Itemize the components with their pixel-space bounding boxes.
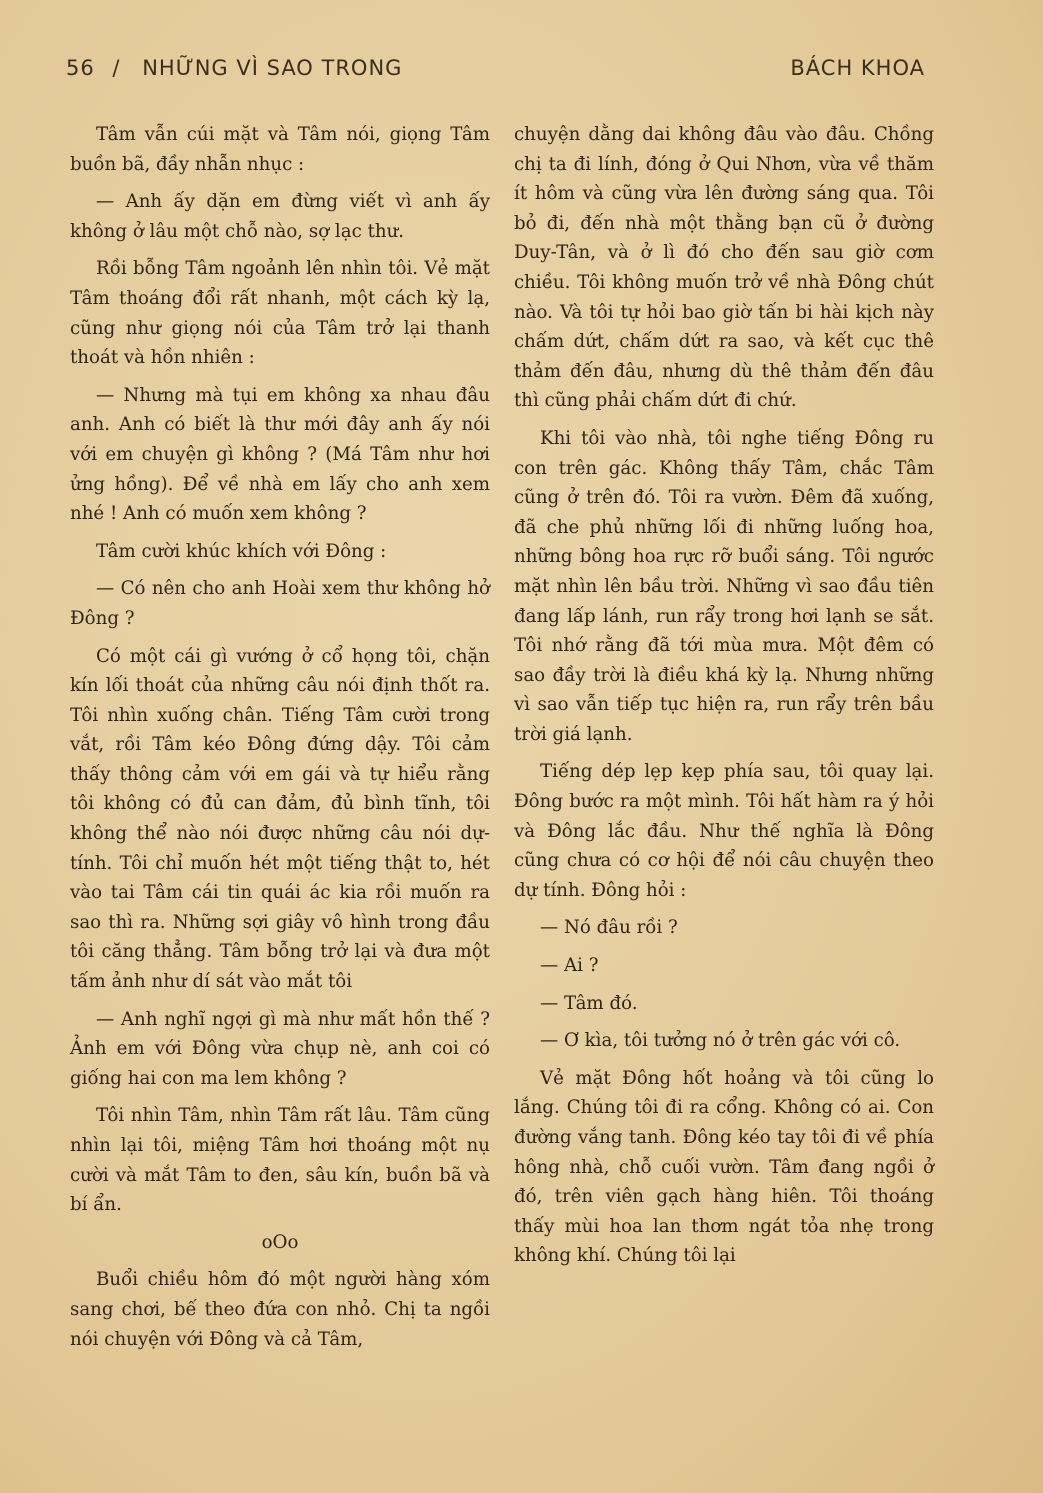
paragraph: Tôi nhìn Tâm, nhìn Tâm rất lâu. Tâm cũng nhìn lại tôi, miệng Tâm hơi thoáng một nụ cười và mắt Tâm to đen, sâu kín, buồn bã và bí ẩn. xyxy=(70,1105,490,1216)
left-column xyxy=(70,120,490,1362)
header-left xyxy=(66,56,402,80)
paragraph: — Có nên cho anh Hoài xem thư không hở Đông ? xyxy=(70,578,490,629)
running-title: NHỮNG VÌ SAO TRONG xyxy=(142,56,403,80)
page-number: 56 xyxy=(66,56,95,80)
paragraph: — Ai ? xyxy=(540,955,599,977)
paragraph: Buổi chiều hôm đó một người hàng xóm sang chơi, bế theo đứa con nhỏ. Chị ta ngồi nói chuyện với Đông và cả Tâm, xyxy=(70,1269,490,1350)
magazine-name: BÁCH KHOA xyxy=(790,56,925,80)
paragraph: — Anh nghĩ ngợi gì mà như mất hồn thế ? Ảnh em với Đông vừa chụp nè, anh coi có giống hai con ma lem không ? xyxy=(70,1008,490,1089)
section-divider: oOo xyxy=(261,1231,299,1253)
paragraph: — Ơ kìa, tôi tưởng nó ở trên gác với cô. xyxy=(540,1030,901,1052)
paragraph: Tiếng dép lẹp kẹp phía sau, tôi quay lại. Đông bước ra một mình. Tôi hất hàm ra ý hỏi và Đông lắc đầu. Như thế nghĩa là Đông cũng chưa có cơ hội để nói câu chuyện theo dự tính. Đông hỏi : xyxy=(514,761,934,901)
paragraph: — Anh ấy dặn em đừng viết vì anh ấy không ở lâu một chỗ nào, sợ lạc thư. xyxy=(70,191,490,242)
paragraph: Tâm cười khúc khích với Đông : xyxy=(96,540,387,562)
paragraph: Rồi bỗng Tâm ngoảnh lên nhìn tôi. Vẻ mặt Tâm thoáng đổi rất nhanh, một cách kỳ lạ, cũng như giọng nói của Tâm trở lại thanh thoát và hồn nhiên : xyxy=(70,258,490,369)
paragraph: Khi tôi vào nhà, tôi nghe tiếng Đông ru con trên gác. Không thấy Tâm, chắc Tâm cũng ở trên đó. Tôi ra vườn. Đêm đã xuống, đã che phủ những lối đi những luống hoa, những bông hoa rực rỡ buổi sáng. Tôi ngước mặt nhìn lên bầu trời. Những vì sao đầu tiên đang lấp lánh, run rẩy trong hơi lạnh se sắt. Tôi nhớ rằng đã tới mùa mưa. Một đêm có sao đầy trời là điều khá kỳ lạ. Nhưng những vì sao vẫn tiếp tục hiện ra, run rẩy trên bầu trời giá lạnh. xyxy=(514,427,934,745)
paragraph: Có một cái gì vướng ở cổ họng tôi, chặn kín lối thoát của những câu nói định thốt ra. Tôi nhìn xuống chân. Tiếng Tâm cười trong vắt, rồi Tâm kéo Đông đứng dậy. Tôi cảm thấy thông cảm với em gái và tự hiểu rằng tôi không có đủ can đảm, đủ bình tĩnh, tôi không thể nào nói được những câu nói dự-tính. Tôi chỉ muốn hét một tiếng thật to, hét vào tai Tâm cái tin quái ác kia rồi muốn ra sao thì ra. Những sợi giây vô hình trong đầu tôi căng thẳng. Tâm bỗng trở lại và đưa một tấm ảnh như dí sát vào mắt tôi xyxy=(70,645,490,993)
page-header xyxy=(66,56,925,90)
paragraph: chuyện dằng dai không đâu vào đâu. Chồng chị ta đi lính, đóng ở Qui Nhơn, vừa về thăm ít hôm và cũng vừa lên đường sáng qua. Tôi bỏ đi, đến nhà một thằng bạn cũ ở đường Duy-Tân, và ở lì đó cho đến sau giờ cơm chiều. Tôi không muốn trở về nhà Đông chút nào. Và tôi tự hỏi bao giờ tấn bi hài kịch này chấm dứt, chấm dứt ra sao, và kết cục thê thảm đến đâu, nhưng dù thê thảm đến đâu thì cũng phải chấm dứt đi chứ. xyxy=(514,124,934,412)
paragraph: — Nhưng mà tụi em không xa nhau đâu anh. Anh có biết là thư mới đây anh ấy nói với em chuyện gì không ? (Má Tâm như hơi ửng hồng). Để về nhà em lấy cho anh xem nhé ! Anh có muốn xem không ? xyxy=(70,384,490,525)
paragraph: — Nó đâu rồi ? xyxy=(540,917,678,939)
paragraph: Vẻ mặt Đông hốt hoảng và tôi cũng lo lắng. Chúng tôi đi ra cổng. Không có ai. Con đường vắng tanh. Đông kéo tay tôi đi về phía hông nhà, chỗ cuối vườn. Tâm đang ngồi ở đó, trên viên gạch hàng hiên. Tôi thoáng thấy mùi hoa lan thơm ngát tỏa nhẹ trong không khí. Chúng tôi lại xyxy=(514,1067,934,1267)
header-separator: / xyxy=(112,56,121,80)
right-column xyxy=(514,120,934,1279)
paragraph: — Tâm đó. xyxy=(540,992,638,1014)
paragraph: Tâm vẫn cúi mặt và Tâm nói, giọng Tâm buồn bã, đầy nhẫn nhục : xyxy=(70,124,490,175)
